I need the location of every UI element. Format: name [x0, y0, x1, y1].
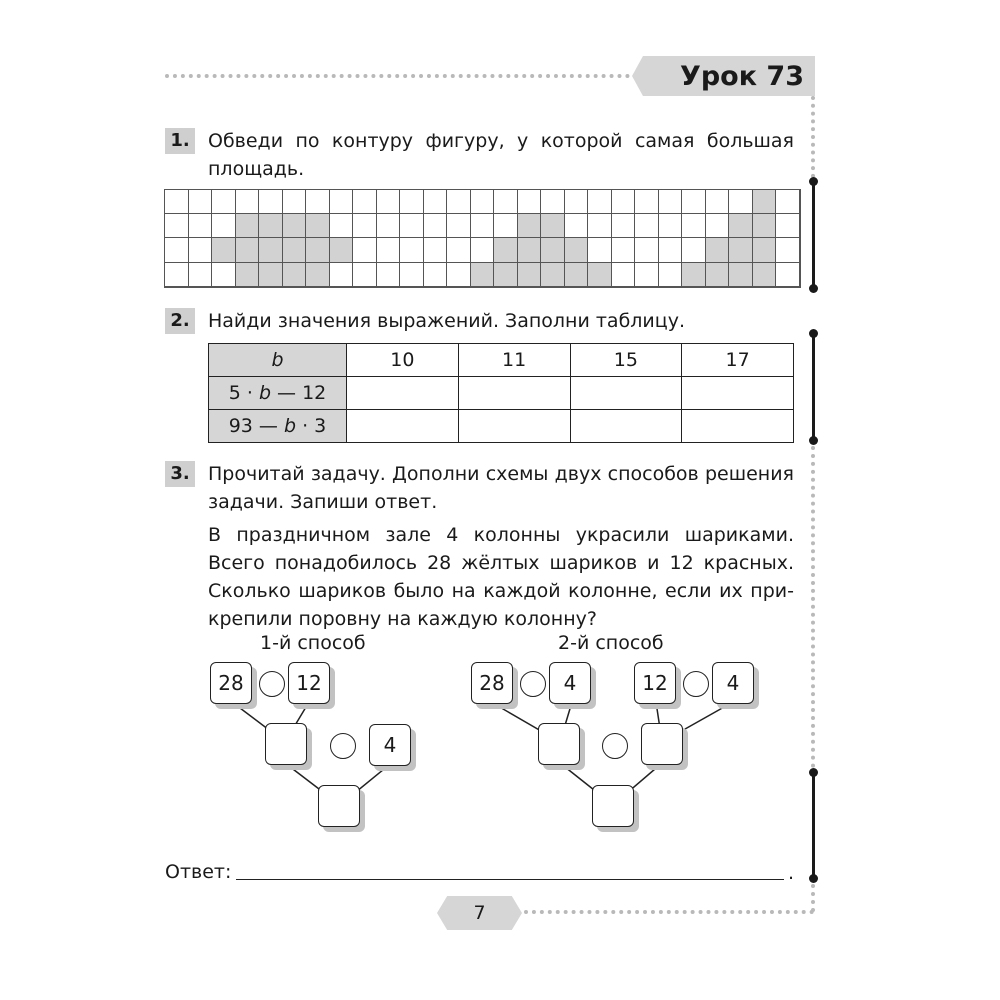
task2-text: Найди значения выражений. Заполни таблицу.: [208, 310, 685, 332]
answer-end-mark: .: [788, 862, 795, 884]
task-number: 1.: [165, 128, 195, 154]
table-header-label: b: [209, 344, 347, 377]
table-col-header: 10: [347, 344, 459, 377]
lesson-title: Урок 73: [680, 61, 804, 92]
expression-cell: 93 — b · 3: [209, 410, 347, 443]
scheme-empty-box[interactable]: [592, 785, 634, 827]
table-col-header: 11: [458, 344, 570, 377]
task1-text-line2: площадь.: [208, 158, 305, 180]
scheme-box: 12: [634, 662, 676, 704]
scheme-empty-box[interactable]: [641, 723, 683, 765]
scheme-box: 12: [288, 662, 330, 704]
problem-line: Сколько шариков было на каждой колонне, если их при-: [208, 580, 794, 602]
task3-text-line2: задачи. Запиши ответ.: [208, 491, 438, 513]
scheme-box: 28: [210, 662, 252, 704]
problem-line: Всего понадобилось 28 жёлтых шариков и 12 красных.: [208, 552, 794, 574]
operation-circle[interactable]: [259, 671, 285, 697]
page-number: 7: [473, 902, 486, 924]
task1-text-line1: Обведи по контуру фигуру, у которой самая большая: [208, 130, 794, 152]
operation-circle[interactable]: [602, 733, 628, 759]
table-col-header: 17: [682, 344, 794, 377]
scheme-box: 4: [369, 724, 411, 766]
expression-cell: 5 · b — 12: [209, 377, 347, 410]
task-number: 2.: [165, 308, 195, 334]
answer-label: Ответ:: [165, 861, 232, 883]
operation-circle[interactable]: [330, 733, 356, 759]
scheme-empty-box[interactable]: [265, 723, 307, 765]
scheme-box: 4: [712, 662, 754, 704]
scheme-empty-box[interactable]: [318, 785, 360, 827]
problem-line: крепили поровну на каждую колонну?: [208, 608, 597, 630]
scheme-empty-box[interactable]: [538, 723, 580, 765]
way2-label: 2-й способ: [558, 632, 664, 654]
problem-line: В праздничном зале 4 колонны украсили шариками.: [208, 524, 794, 546]
table-col-header: 15: [570, 344, 682, 377]
operation-circle[interactable]: [683, 671, 709, 697]
scheme-box: 4: [549, 662, 591, 704]
scheme-box: 28: [471, 662, 513, 704]
task-number: 3.: [165, 461, 195, 487]
way1-label: 1-й способ: [260, 632, 366, 654]
operation-circle[interactable]: [520, 671, 546, 697]
answer-line[interactable]: [236, 879, 784, 880]
task3-text-line1: Прочитай задачу. Дополни схемы двух способов решения: [208, 463, 794, 485]
